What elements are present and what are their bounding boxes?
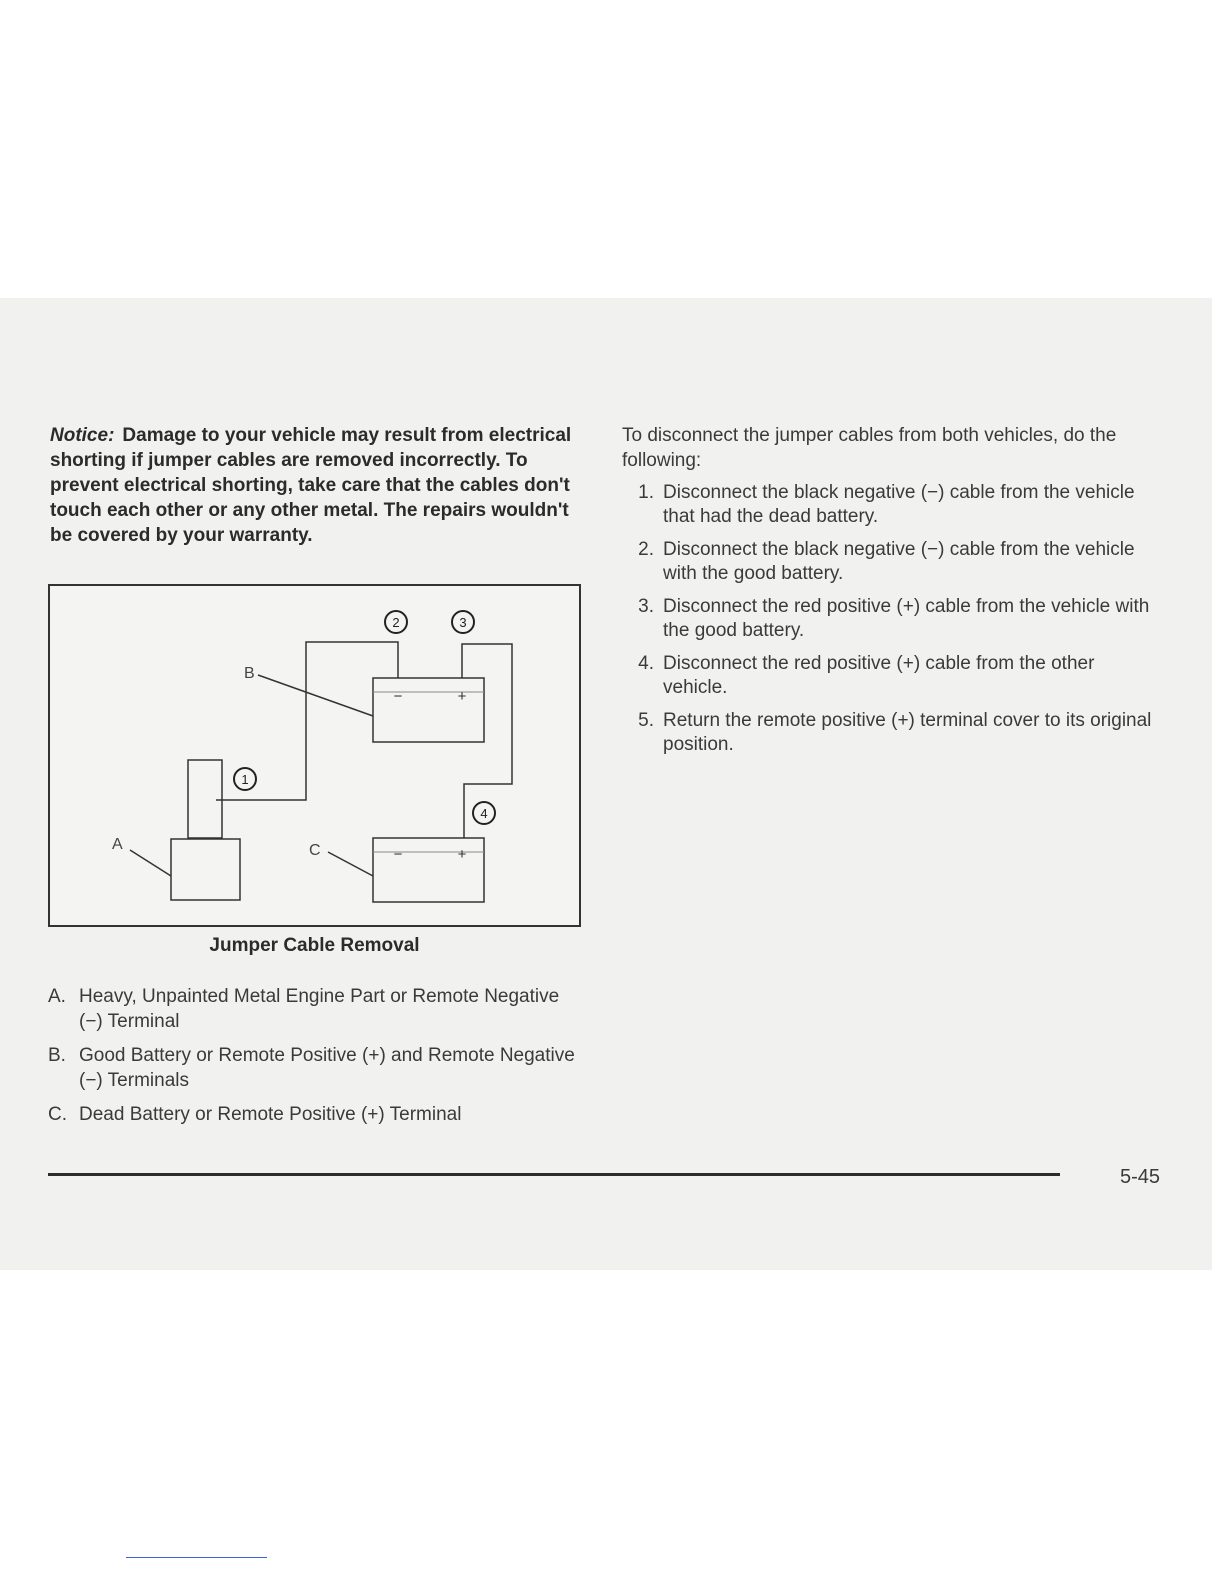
legend-text: Dead Battery or Remote Positive (+) Terminal <box>79 1104 462 1125</box>
step-number: 5. <box>638 710 654 731</box>
step-text: Disconnect the black negative (−) cable from the vehicle that had the dead battery. <box>663 482 1135 527</box>
good-battery-negative-sign: − <box>393 688 403 705</box>
step-item <box>622 709 1162 757</box>
step-text: Disconnect the red positive (+) cable from the vehicle with the good battery. <box>663 596 1150 641</box>
dead-battery-positive-sign: + <box>457 846 467 863</box>
step-number: 3. <box>638 596 654 617</box>
step-text: Disconnect the red positive (+) cable from the other vehicle. <box>663 653 1095 698</box>
step-number: 1. <box>638 482 654 503</box>
step-text: Return the remote positive (+) terminal cover to its original position. <box>663 710 1152 755</box>
jumper-cable-diagram <box>48 584 581 927</box>
step-item <box>622 481 1162 529</box>
step-number: 2. <box>638 539 654 560</box>
footer-rule <box>48 1173 1060 1176</box>
legend-item <box>48 1102 578 1127</box>
page-number: 5-45 <box>1119 1166 1160 1188</box>
callout-1-number: 1 <box>241 772 249 787</box>
dead-battery <box>373 838 484 902</box>
dead-battery-negative-sign: − <box>393 846 403 863</box>
legend-text: Heavy, Unpainted Metal Engine Part or Remote Negative (−) Terminal <box>79 986 560 1032</box>
notice-paragraph <box>50 423 580 548</box>
figure-caption: Jumper Cable Removal <box>209 935 420 956</box>
notice-text: Damage to your vehicle may result from electrical shorting if jumper cables are removed incorrectly. To prevent electrical shorting, take care that the cables don't touch each other or any other metal. The repairs wouldn't be covered by your warranty. <box>50 425 572 546</box>
label-a: A <box>112 836 123 853</box>
intro-paragraph: To disconnect the jumper cables from both vehicles, do the following: <box>622 425 1117 471</box>
step-text: Disconnect the black negative (−) cable from the vehicle with the good battery. <box>663 539 1135 584</box>
good-battery-positive-sign: + <box>457 688 467 705</box>
good-battery <box>373 678 484 742</box>
link-underline[interactable] <box>126 1557 267 1558</box>
callout-2-number: 2 <box>392 615 400 630</box>
legend-item <box>48 984 578 1034</box>
notice-label: Notice: <box>50 425 115 446</box>
diagram-svg <box>48 584 581 927</box>
label-b: B <box>244 665 255 682</box>
callout-4-number: 4 <box>480 806 488 821</box>
legend-item <box>48 1043 578 1093</box>
step-number: 4. <box>638 653 654 674</box>
step-item <box>622 595 1162 643</box>
legend-key: A. <box>48 986 66 1007</box>
disconnect-steps <box>622 481 1162 766</box>
engine-part <box>171 839 240 900</box>
label-c: C <box>309 842 321 859</box>
step-item <box>622 538 1162 586</box>
step-item <box>622 652 1162 700</box>
legend-key: C. <box>48 1104 67 1125</box>
legend-text: Good Battery or Remote Positive (+) and Remote Negative (−) Terminals <box>79 1045 575 1091</box>
legend-key: B. <box>48 1045 66 1066</box>
diagram-frame <box>49 585 580 926</box>
callout-3-number: 3 <box>459 615 467 630</box>
figure-legend <box>48 984 578 1136</box>
